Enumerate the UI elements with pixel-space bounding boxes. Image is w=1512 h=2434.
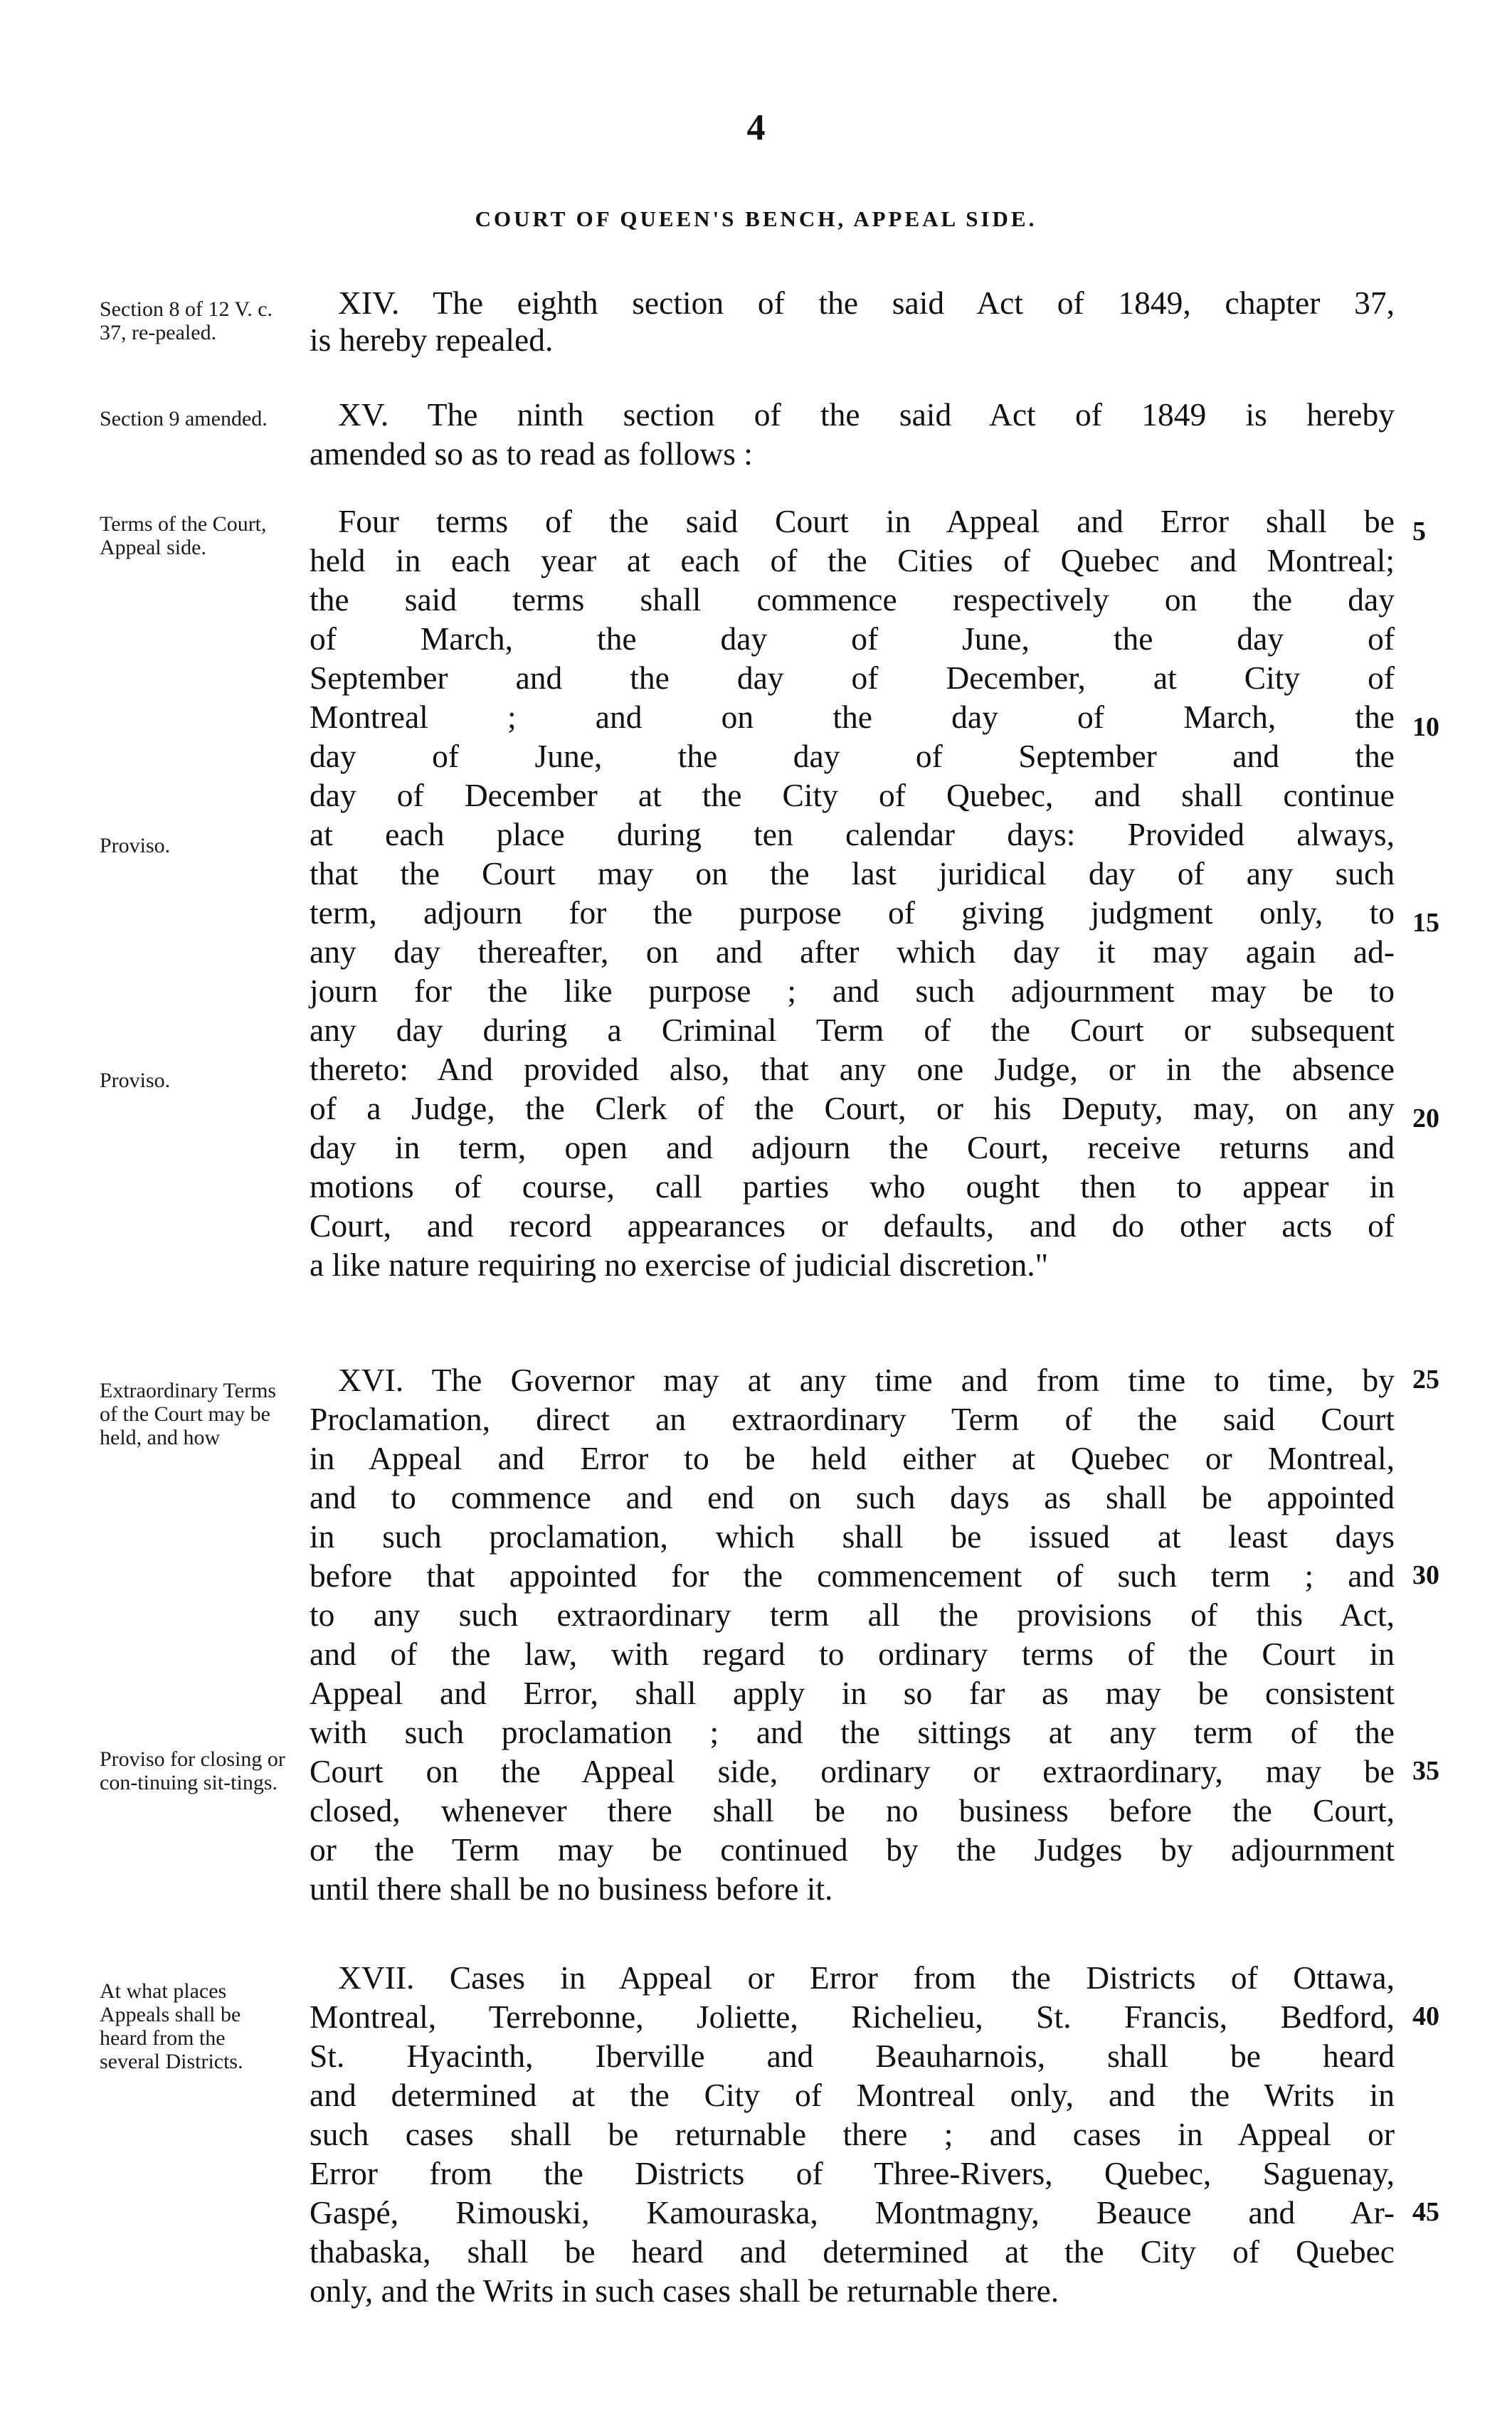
body-line: September and the day of December, at City of xyxy=(310,660,1395,696)
line-number: 15 xyxy=(1412,908,1439,938)
body-line: Gaspé, Rimouski, Kamouraska, Montmagny, Beauce and Ar- xyxy=(310,2194,1395,2231)
body-line: term, adjourn for the purpose of giving judgment only, to xyxy=(310,894,1395,931)
margin-note-terms-of-court: Terms of the Court, Appeal side. xyxy=(100,512,267,559)
line-number: 25 xyxy=(1412,1365,1439,1395)
body-line: that the Court may on the last juridical day of any such xyxy=(310,855,1395,891)
margin-note-section-8-repealed: Section 8 of 12 V. c. 37, re-pealed. xyxy=(100,297,273,344)
body-line: day in term, open and adjourn the Court, receive returns and xyxy=(310,1129,1395,1165)
margin-note-proviso-1: Proviso. xyxy=(100,834,171,857)
body-line: any day during a Criminal Term of the Court or subsequent xyxy=(310,1012,1395,1048)
margin-note-where-appeals-heard: At what places Appeals shall be heard from the several Districts. xyxy=(100,1979,243,2073)
body-line: motions of course, call parties who ought then to appear in xyxy=(310,1168,1395,1205)
line-number: 35 xyxy=(1412,1756,1439,1786)
body-line: of a Judge, the Clerk of the Court, or his Deputy, may, on any xyxy=(310,1090,1395,1126)
body-line: of March, the day of June, the day of xyxy=(310,620,1395,657)
body-line: Error from the Districts of Three-Rivers, Quebec, Saguenay, xyxy=(310,2155,1395,2191)
body-line: to any such extraordinary term all the provisions of this Act, xyxy=(310,1597,1395,1633)
line-number: 10 xyxy=(1412,712,1439,742)
body-line: held in each year at each of the Cities of Quebec and Montreal; xyxy=(310,542,1395,578)
margin-note-proviso-2: Proviso. xyxy=(100,1069,171,1092)
body-line: XVI. The Governor may at any time and from time to time, by xyxy=(338,1362,1395,1398)
body-line: and determined at the City of Montreal only, and the Writs in xyxy=(310,2077,1395,2113)
margin-note-extraordinary-terms: Extraordinary Terms of the Court may be held, and how xyxy=(100,1379,277,1449)
body-line: Montreal ; and on the day of March, the xyxy=(310,699,1395,735)
body-line: such cases shall be returnable there ; and cases in Appeal or xyxy=(310,2116,1395,2152)
body-line: with such proclamation ; and the sittings at any term of the xyxy=(310,1714,1395,1750)
body-line: XV. The ninth section of the said Act of 1849 is hereby xyxy=(338,396,1395,433)
body-line: Appeal and Error, shall apply in so far as may be consistent xyxy=(310,1675,1395,1711)
line-number: 5 xyxy=(1412,517,1426,546)
body-line: XIV. The eighth section of the said Act of 1849, chapter 37, xyxy=(338,285,1395,321)
page-number: 4 xyxy=(746,107,766,148)
body-line: journ for the like purpose ; and such adjournment may be to xyxy=(310,973,1395,1009)
body-line: St. Hyacinth, Iberville and Beauharnois, shall be heard xyxy=(310,2038,1395,2074)
body-line: in such proclamation, which shall be issued at least days xyxy=(310,1518,1395,1555)
body-line: thereto: And provided also, that any one Judge, or in the absence xyxy=(310,1051,1395,1087)
body-line: is hereby repealed. xyxy=(310,322,554,358)
body-line: or the Term may be continued by the Judges by adjournment xyxy=(310,1831,1395,1868)
body-line: and of the law, with regard to ordinary terms of the Court in xyxy=(310,1636,1395,1672)
line-number: 45 xyxy=(1412,2197,1439,2227)
body-line: Court on the Appeal side, ordinary or extraordinary, may be xyxy=(310,1753,1395,1789)
body-line: Montreal, Terrebonne, Joliette, Richelieu, St. Francis, Bedford, xyxy=(310,1999,1395,2035)
body-line: day of June, the day of September and the xyxy=(310,738,1395,774)
body-line: at each place during ten calendar days: Provided always, xyxy=(310,816,1395,852)
margin-note-proviso-closing-sittings: Proviso for closing or con-tinuing sit-tings. xyxy=(100,1747,285,1794)
body-line: closed, whenever there shall be no business before the Court, xyxy=(310,1792,1395,1829)
line-number: 30 xyxy=(1412,1560,1439,1590)
line-number: 20 xyxy=(1412,1104,1439,1133)
body-line: Proclamation, direct an extraordinary Term of the said Court xyxy=(310,1401,1395,1437)
line-number: 40 xyxy=(1412,2001,1439,2031)
body-line: and to commence and end on such days as shall be appointed xyxy=(310,1479,1395,1515)
body-line: any day thereafter, on and after which day it may again ad- xyxy=(310,933,1395,970)
body-line: a like nature requiring no exercise of judicial discretion." xyxy=(310,1247,1049,1283)
body-line: thabaska, shall be heard and determined at the City of Quebec xyxy=(310,2233,1395,2270)
body-line: amended so as to read as follows : xyxy=(310,435,753,472)
body-line: Court, and record appearances or defaults, and do other acts of xyxy=(310,1207,1395,1244)
body-line: in Appeal and Error to be held either at Quebec or Montreal, xyxy=(310,1440,1395,1476)
body-line: XVII. Cases in Appeal or Error from the Districts of Ottawa, xyxy=(338,1959,1395,1996)
body-line: day of December at the City of Quebec, and shall continue xyxy=(310,777,1395,813)
body-line: Four terms of the said Court in Appeal and Error shall be xyxy=(338,503,1395,539)
body-line: until there shall be no business before it. xyxy=(310,1871,833,1907)
body-line: before that appointed for the commencement of such term ; and xyxy=(310,1557,1395,1594)
body-line: the said terms shall commence respectively on the day xyxy=(310,581,1395,618)
margin-note-section-9-amended: Section 9 amended. xyxy=(100,407,268,430)
body-line: only, and the Writs in such cases shall be returnable there. xyxy=(310,2272,1059,2309)
running-header: COURT OF QUEEN'S BENCH, APPEAL SIDE. xyxy=(475,206,1037,231)
